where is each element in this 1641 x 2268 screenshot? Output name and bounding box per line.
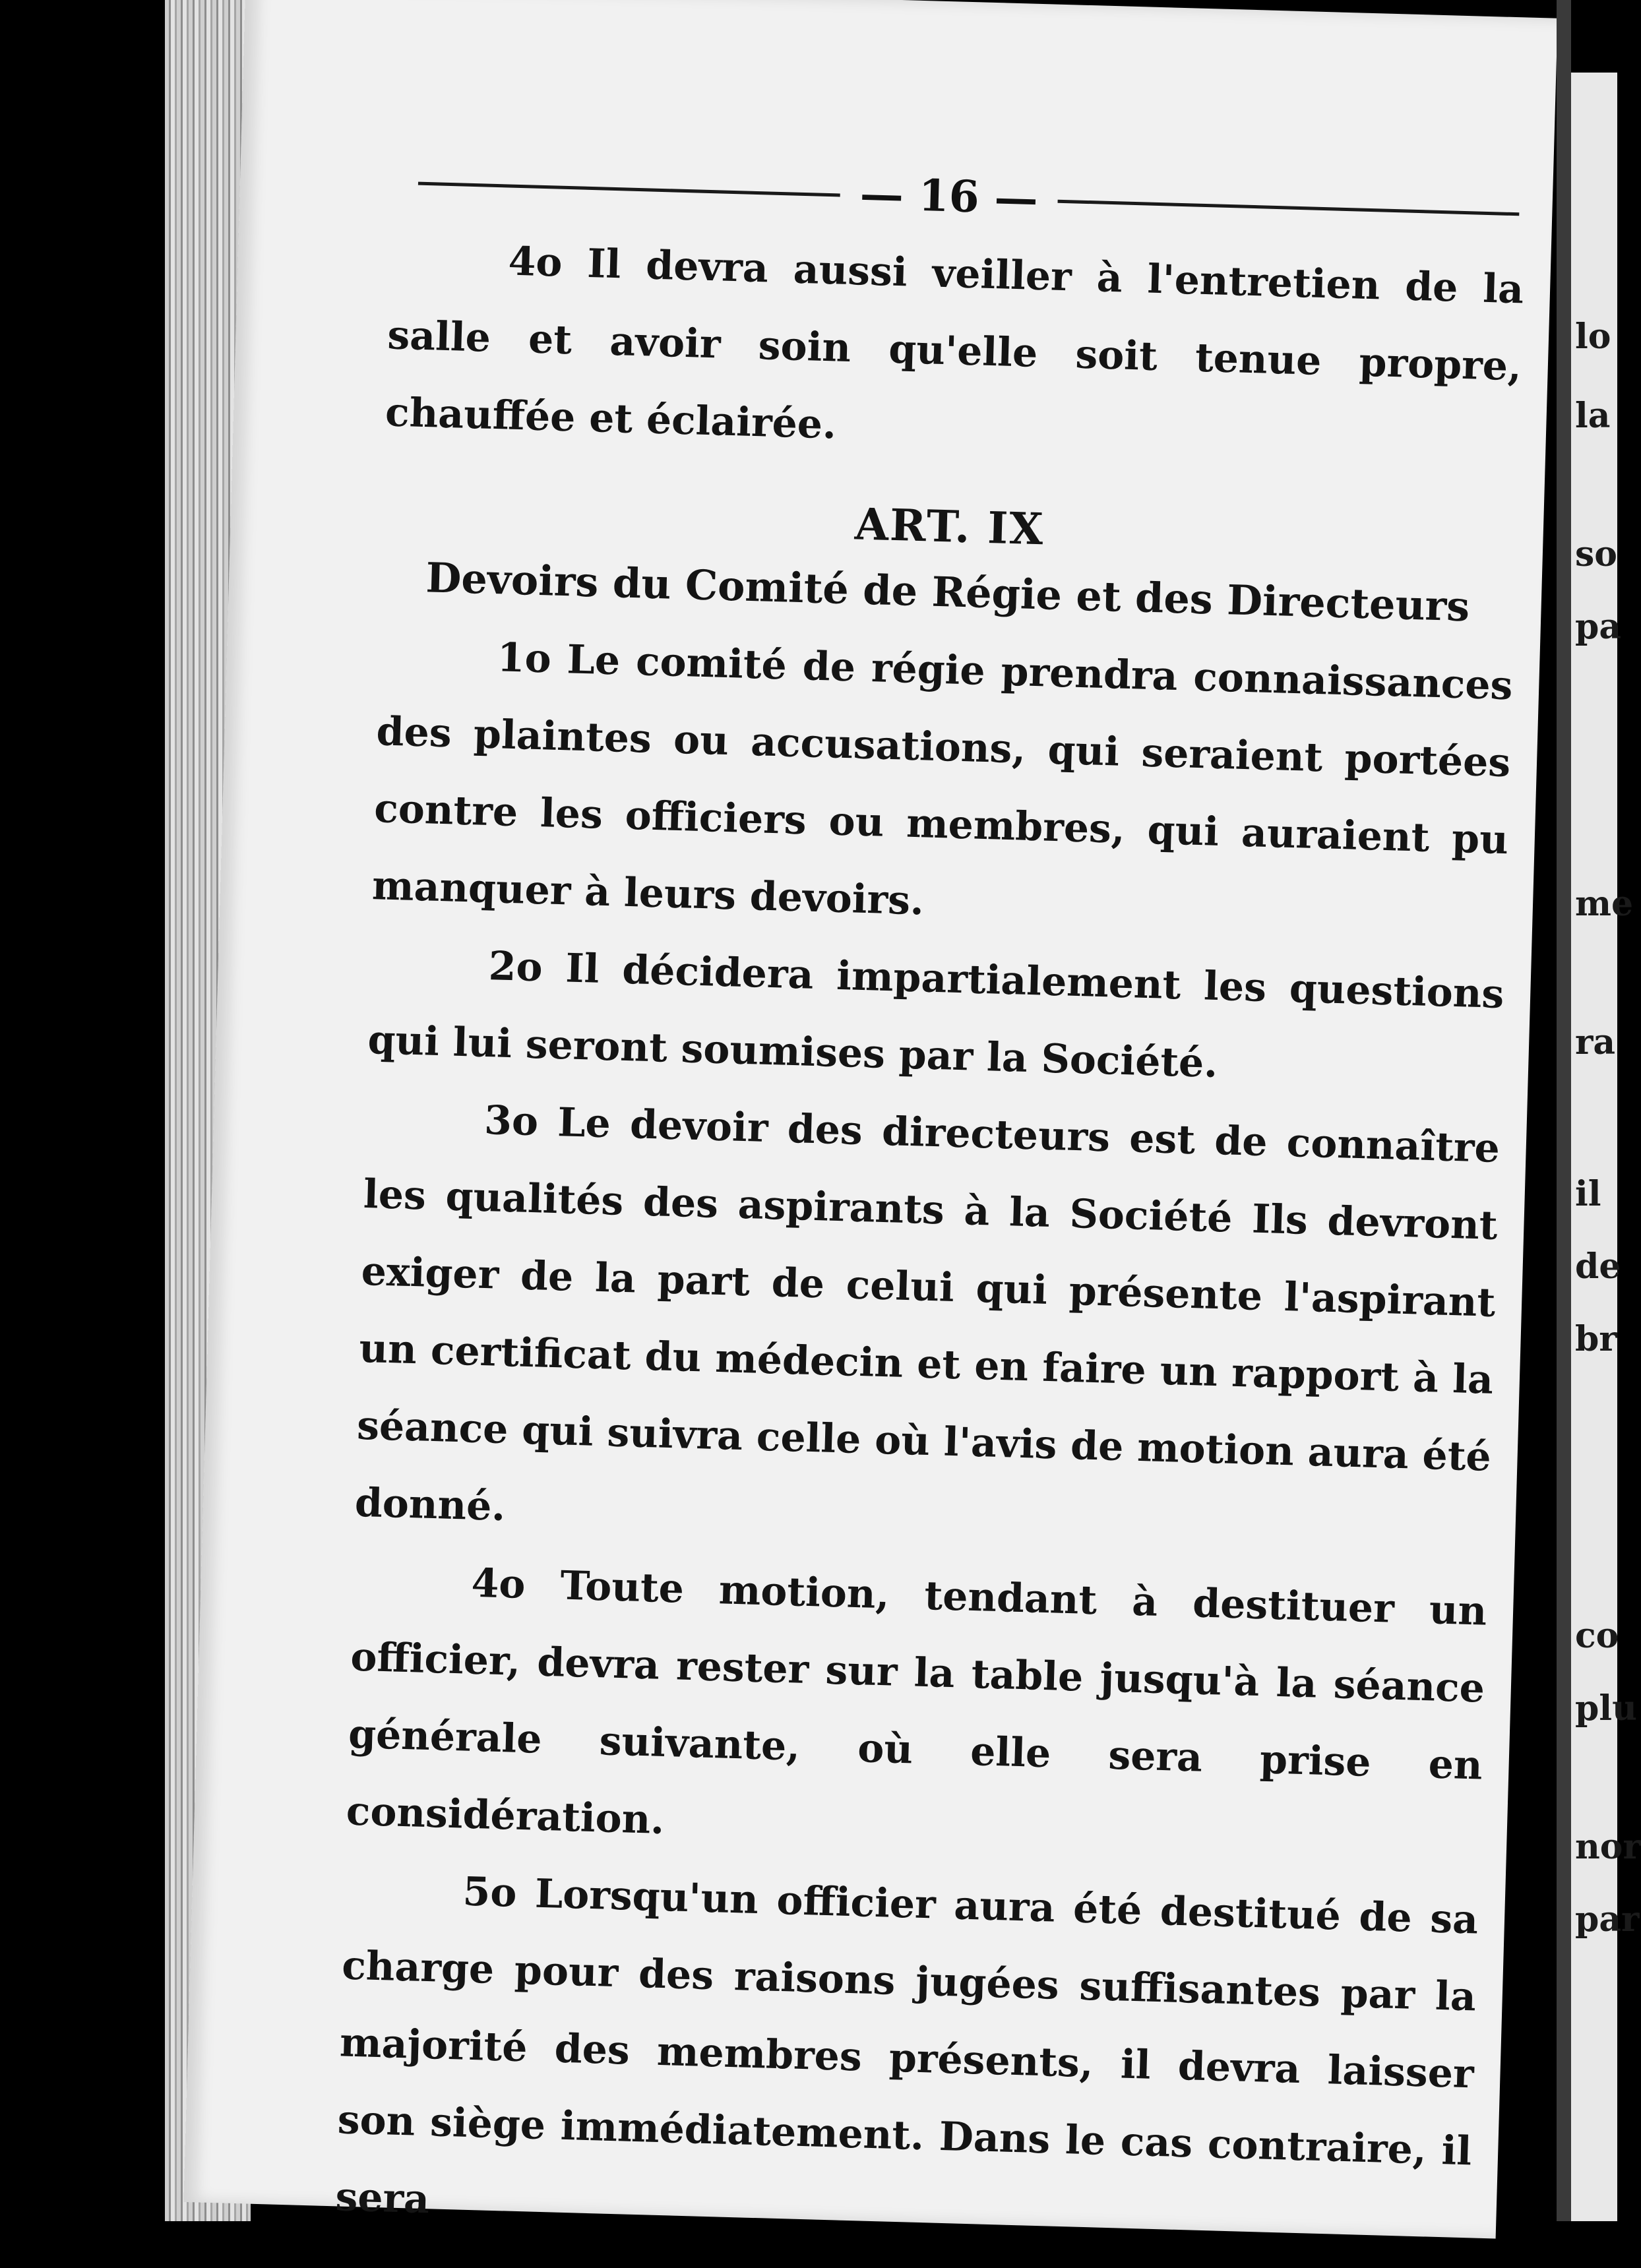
header-rule-left: [418, 182, 840, 197]
next-page-fragment: par: [1575, 1899, 1640, 1940]
next-page-fragment: lo: [1575, 317, 1611, 357]
paragraph-3: 3o Le devoir des directeurs est de connaître les qualités des aspirants à la Société Ils devront exiger de la part de celui qui présente l'aspirant un certificat du médecin et en faire un rapport à la séance qui suivra celle où l'avis de motion aura été donné.: [354, 1097, 1501, 1531]
body-text: [334, 220, 1525, 2268]
paragraph-intro: 4o Il devra aussi veiller à l'entretien de la salle et avoir soin qu'elle soit tenue propre, chauffée et éclairée.: [385, 238, 1525, 448]
next-page-fragment: ra: [1575, 1022, 1616, 1062]
paragraph-1: 1o Le comité de régie prendra connaissances des plaintes ou accusations, qui seraient portées contre les officiers ou membres, qui auraient pu manquer à leurs devoirs.: [371, 634, 1514, 925]
article-heading: ART. IX: [853, 498, 1045, 555]
article-subtitle: Devoirs du Comité de Régie et des Directeurs: [425, 553, 1471, 631]
paragraph-2: 2o Il décidera impartialement les questions qui lui seront soumises par la Société.: [367, 943, 1505, 1087]
next-page-fragment: il: [1575, 1174, 1601, 1214]
next-page-fragment: me: [1575, 884, 1634, 924]
next-page-fragment: br: [1575, 1319, 1617, 1359]
paragraph-5: 5o Lorsqu'un officier aura été destitué de sa charge pour des raisons jugées suffisantes par la majorité des membres présents, il devra laisser son siège immédiatement. Dans le cas contraire, il sera: [334, 1868, 1479, 2223]
next-page-spine: [1557, 0, 1571, 2221]
page-number: — 16 —: [859, 168, 1039, 224]
next-page-strip: [1571, 73, 1641, 2221]
next-page-fragment: plu: [1575, 1688, 1637, 1729]
page-header: [418, 158, 1520, 229]
paragraph-4: 4o Toute motion, tendant à destituer un officier, devra rester sur la table jusqu'à la séance générale suivante, où elle sera prise en considération.: [346, 1560, 1488, 1844]
header-rule-right: [1058, 200, 1520, 216]
next-page-fragment: de: [1575, 1246, 1621, 1287]
book-page: [183, 0, 1557, 2238]
next-page-fragment: la: [1575, 396, 1611, 436]
next-page-fragment: so: [1575, 534, 1617, 574]
next-page-fragment: pa: [1575, 607, 1622, 647]
next-page-fragment: co: [1575, 1616, 1619, 1656]
next-page-fragment: nor: [1575, 1827, 1641, 1867]
